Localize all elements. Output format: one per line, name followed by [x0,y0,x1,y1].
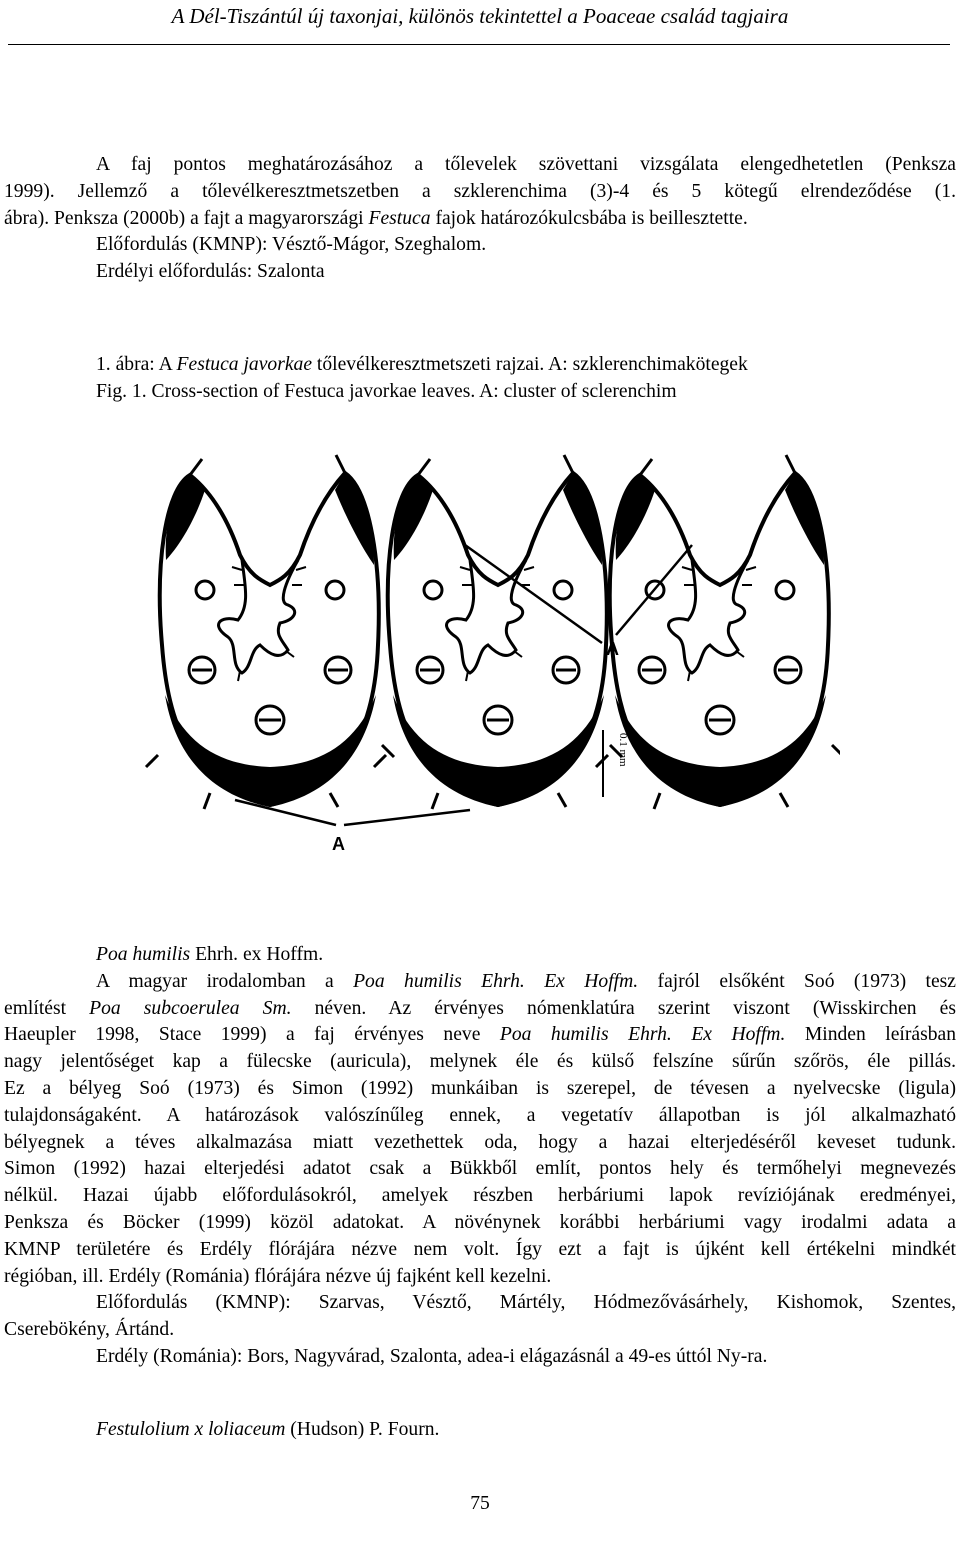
species-name: Poa subcoerulea Sm. [89,997,292,1019]
text: A magyar irodalomban a [96,970,354,992]
text: ábra). Penksza (2000b) a fajt a magyarországi [4,207,369,229]
poa-occurrence-1: Előfordulás (KMNP): Szarvas, Vésztő, Mártély, Hódmezővásárhely, Kishomok, Szentes, [96,1292,956,1314]
intro-line-3 [4,206,956,233]
occurrence-erdely: Erdélyi előfordulás: Szalonta [96,261,325,283]
poa-line-1 [4,969,956,996]
text: 1. ábra: A [96,354,177,375]
poa-line-8: Simon (1992) hazai elterjedési adatot csak a Bükkből említ, pontos hely és termőhelyi megnevezés [4,1158,956,1180]
text: fajok határozókulcsbába is beillesztette. [430,207,748,229]
section-title [4,942,956,969]
text: tőlevélkeresztmetszeti rajzai. A: szklerenchimakötegek [312,354,748,375]
figure-caption [4,352,956,406]
poa-line-12: régióban, ill. Erdély (Románia) flórájára nézve új fajként kell kezelni. [4,1265,552,1287]
text: Minden leírásban [785,1024,956,1046]
species-name: Festuca [368,207,431,229]
poa-erdely: Erdély (Románia): Bors, Nagyvárad, Szalonta, adea-i elágazásnál a 49-es úttól Ny-ra. [96,1345,768,1367]
page-number: 75 [470,1493,490,1514]
poa-humilis-section [4,942,956,1371]
leaf-drawing-left [146,455,394,809]
intro-line-2: 1999). Jellemző a tőlevélkeresztmetszetben a szklerenchima (3)-4 és 5 kötegű elrendeződése (1. [4,180,956,202]
poa-line-2 [4,996,956,1023]
poa-line-7: bélyegnek a téves alkalmazása miatt vezethettek oda, hogy a hazai elterjedéséről keveset tudunk. [4,1131,956,1153]
poa-line-6: tulajdonságaként. A határozások valószínűleg ennek, a vegetatív állapotban is jól alkalmazható [4,1104,956,1126]
species-name: Poa humilis Ehrh. Ex Hoffm. [353,970,639,992]
intro-line-1: A faj pontos meghatározásához a tőlevelek szövettani vizsgálata elengedhetetlen (Penksza [96,154,956,175]
species-name: Festulolium x loliaceum [96,1419,286,1440]
text: Haeupler 1998, Stace 1999) a faj érvényes neve [4,1024,500,1046]
label-a-right: A [606,639,619,659]
caption-en: Fig. 1. Cross-section of Festuca javorkae leaves. A: cluster of sclerenchim [96,380,677,402]
scale-label: 0.1 mm [617,733,629,767]
intro-paragraph [4,152,956,286]
text: fajról elsőként Soó (1973) tesz [638,970,956,992]
poa-line-3 [4,1022,956,1049]
poa-line-9: nélkül. Hazai újabb előfordulásokról, amelyek részben herbáriumi lapok revíziójának eredményei, [4,1185,956,1207]
species-name: Poa humilis Ehrh. Ex Hoffm. [499,1024,786,1046]
label-a-bottom: A [332,834,345,854]
poa-line-10: Penksza és Böcker (1999) közöl adatokat. A növénynek korábbi herbáriumi vagy irodalmi adata a [4,1211,956,1233]
header-rule [8,44,950,45]
species-name: Festuca javorkae [176,354,313,375]
text: (Hudson) P. Fourn. [285,1419,440,1440]
poa-line-4: nagy jelentőséget kap a fülecske (auricula), melynek éle és külső felszíne sűrűn szőrös, éle pillás. [4,1051,956,1073]
running-header: A Dél-Tiszántúl új taxonjai, különös tekintettel a Poaceae család tagjaira [171,4,789,28]
text: néven. Az érvényes nómenklatúra szerint viszont (Wisskirchen és [291,997,956,1019]
section-title [4,1417,956,1444]
occurrence-kmnp: Előfordulás (KMNP): Vésztő-Mágor, Szeghalom. [96,234,487,256]
leaf-cross-section-figure [140,425,840,865]
leaf-drawing-right [596,455,840,809]
text: Ehrh. ex Hoffm. [190,944,324,965]
caption-hu [4,352,956,379]
species-name: Poa humilis [96,944,191,965]
poa-occurrence-2: Cserebökény, Ártánd. [4,1319,175,1341]
poa-line-5: Ez a bélyeg Soó (1973) és Simon (1992) munkáiban is szerepel, de tévesen a nyelvecske (ligula) [4,1077,956,1099]
festulolium-heading [4,1417,956,1444]
text: említést [4,997,90,1019]
poa-line-11: KMNP területére és Erdély flórájára nézve nem volt. Így ezt a fajt is újként kell értékelni mindkét [4,1238,956,1260]
